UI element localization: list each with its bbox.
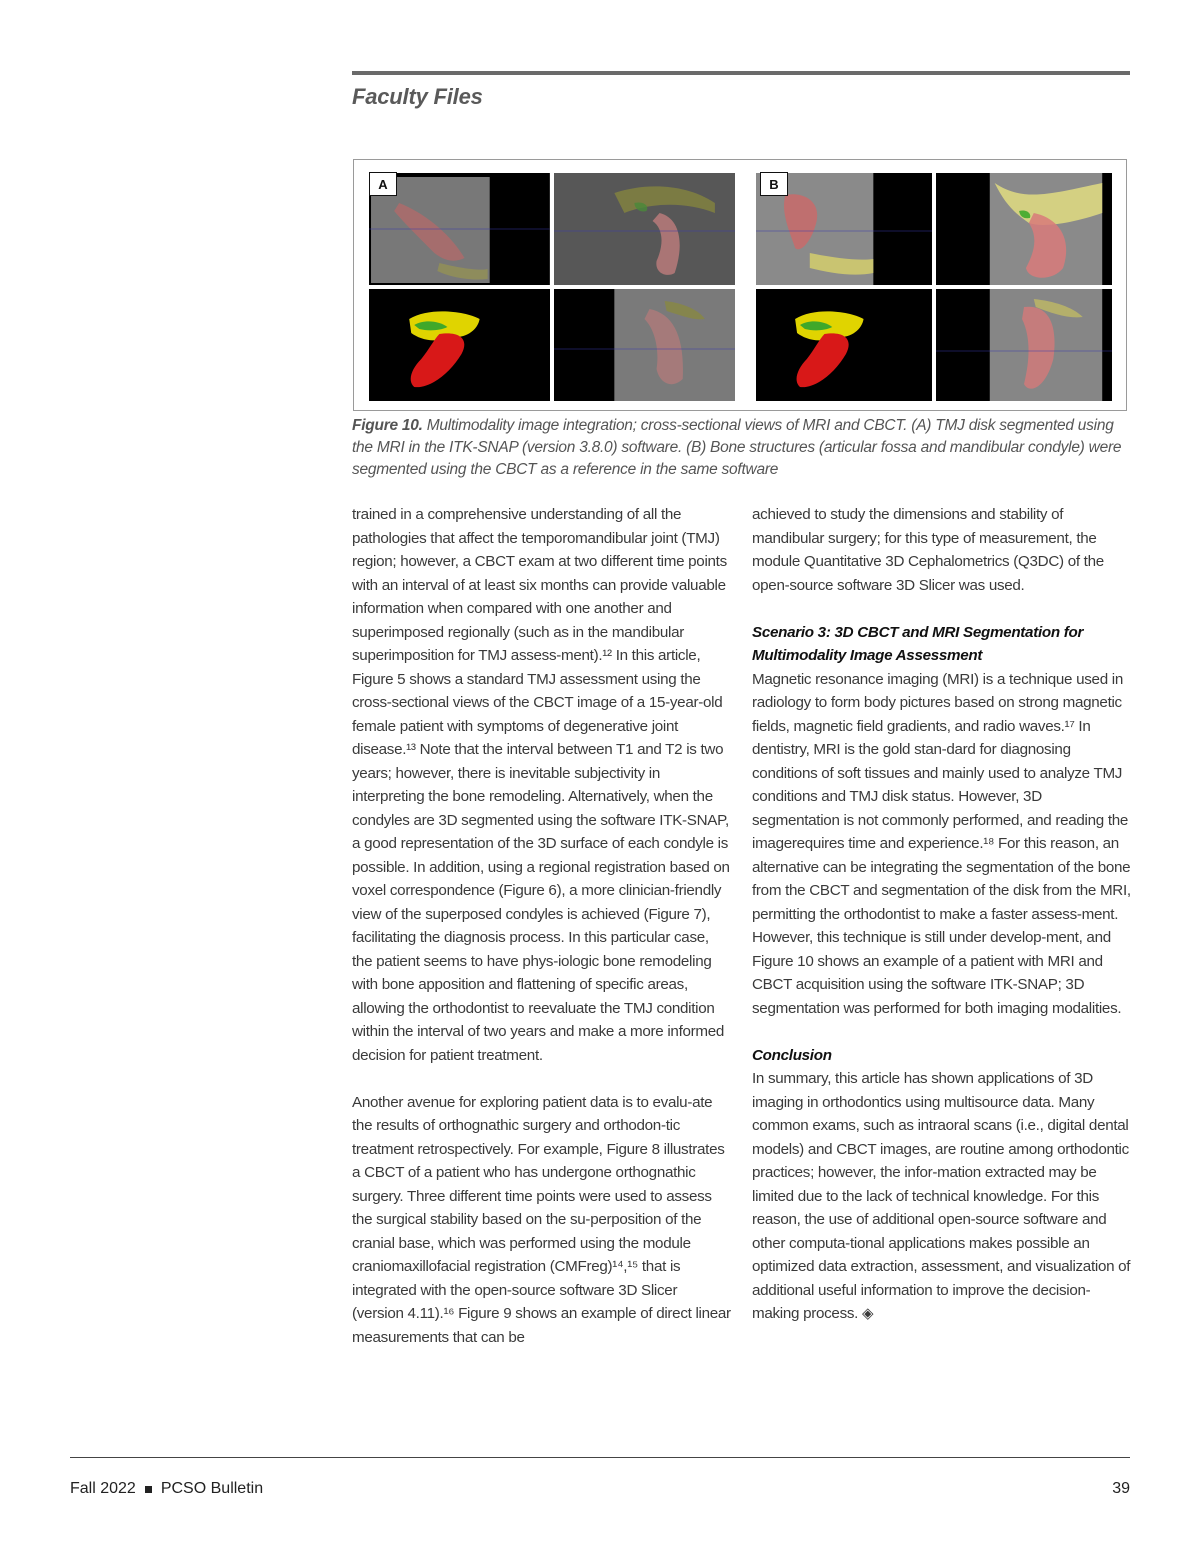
panel-a-label: A [369, 172, 397, 196]
footer-rule [70, 1457, 1130, 1458]
mri-axial-view [554, 289, 735, 401]
mri-coronal-view [554, 173, 735, 285]
square-bullet-icon [145, 1486, 152, 1493]
panel-b-label: B [760, 172, 788, 196]
conclusion-heading: Conclusion [752, 1046, 832, 1064]
figure-panel-a [369, 173, 735, 401]
figure-10 [353, 159, 1127, 411]
caption-text: Multimodality image integration; cross-sectional views of MRI and CBCT. (A) TMJ disk segmented using the MRI in the ITK-SNAP (version 3.8.0) software. (B) Bone structures (articular fossa and mandibular condyle) were segmented using the CBCT as a reference in the same software [352, 417, 1122, 478]
figure-panel-b [756, 173, 1112, 401]
footer-issue: Fall 2022 [70, 1480, 136, 1497]
right-column [752, 503, 1132, 1326]
scenario-3-text: Magnetic resonance imaging (MRI) is a technique used in radiology to form body pictures based on strong magnetic fields, magnetic field gradients, and radio waves.¹⁷ In dentistry, MRI is the gold stan-dard for diagnosing conditions of soft tissues and mainly used to analyze TMJ conditions and TMJ disk status. However, 3D segmentation is not commonly performed, and reading the imagerequires time and experience.¹⁸ For this reason, an alternative can be integrating the segmentation of the bone from the CBCT and segmentation of the disk from the MRI, permitting the orthodontist to make a faster assess-ment. However, this technique is still under develop-ment, and Figure 10 shows an example of a patient with MRI and CBCT acquisition using the software ITK-SNAP; 3D segmentation was performed for both imaging modalities. [752, 670, 1131, 1017]
top-rule [352, 71, 1130, 75]
left-paragraph-1: trained in a comprehensive understanding of all the pathologies that affect the temporomandibular joint (TMJ) region; however, a CBCT exam at two different time points with an interval of at least six months can provide valuable information when compared with one another and superimposed regionally (such as in the mandibular superimposition for TMJ assess-ment).¹² In this article, Figure 5 shows a standard TMJ assessment using the cross-sectional views of the CBCT image of a 15-year-old female patient with symptoms of degenerative joint disease.¹³ Note that the interval between T1 and T2 is two years; however, there is inevitable subjectivity in interpreting the bone remodeling. Alternatively, when the condyles are 3D segmented using the software ITK-SNAP, a good representation of the 3D surface of each condyle is possible. In addition, using a regional registration based on voxel correspondence (Figure 6), a more clinician-friendly view of the superposed condyles is achieved (Figure 7), facilitating the diagnosis process. In this particular case, the patient seems to have phys-iologic bone remodeling with bone apposition and flattening of specific areas, allowing the orthodontist to reevaluate the TMJ condition within the interval of two years and make a more informed decision for patient treatment. [352, 506, 730, 1064]
figure-caption [352, 415, 1122, 481]
right-paragraph-1: achieved to study the dimensions and stability of mandibular surgery; for this type of measurement, the module Quantitative 3D Cephalometrics (Q3DC) of the open-source software 3D Slicer was used. [752, 506, 1104, 594]
caption-lead: Figure 10. [352, 417, 423, 434]
footer-publication [70, 1480, 263, 1498]
footer-publication-name: PCSO Bulletin [160, 1480, 264, 1497]
scenario-3-heading: Scenario 3: 3D CBCT and MRI Segmentation for Multimodality Image Assessment [752, 623, 1084, 664]
section-title: Faculty Files [352, 84, 483, 109]
page-number: 39 [1112, 1480, 1130, 1497]
left-paragraph-2: Another avenue for exploring patient data is to evalu-ate the results of orthognathic surgery and orthodon-tic treatment retrospectively. For example, Figure 8 illustrates a CBCT of a patient who has undergone orthognathic surgery. Three different time points were used to assess the surgical stability based on the su-perposition of the cranial base, which was performed using the module craniomaxillofacial registration (CMFreg)¹⁴,¹⁵ that is integrated with the open-source software 3D Slicer (version 4.11).¹⁶ Figure 9 shows an example of direct linear measurements that can be [352, 1093, 731, 1346]
cbct-coronal-view [936, 173, 1112, 285]
left-column [352, 503, 732, 1349]
conclusion-text: In summary, this article has shown applications of 3D imaging in orthodontics using multisource data. Many common exams, such as intraoral scans (i.e., digital dental models) and CBCT images, are routine among orthodontic practices; however, the infor-mation extracted may be limited due to the lack of technical knowledge. For this reason, the use of additional open-source software and other computa-tional applications makes possible an optimized data extraction, assessment, and visualization of additional useful information to improve the decision-making process. ◈ [752, 1070, 1131, 1322]
bone-3d-render [756, 289, 932, 401]
disk-3d-render [369, 289, 550, 401]
cbct-axial-view [936, 289, 1112, 401]
